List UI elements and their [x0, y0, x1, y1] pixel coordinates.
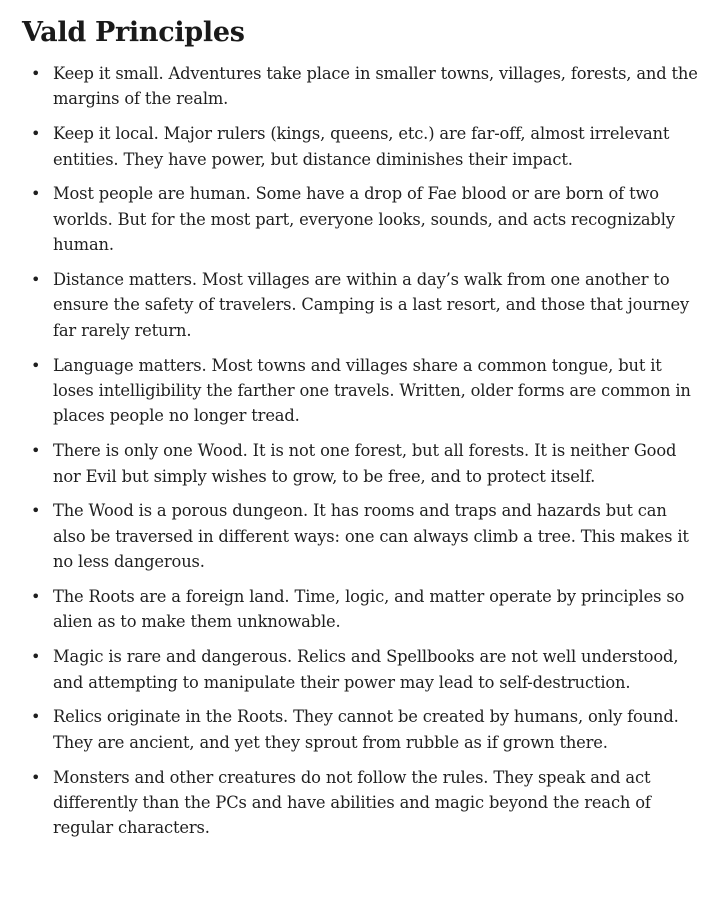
list-item [22, 584, 702, 635]
bullet-icon: • [31, 64, 41, 83]
list-item [22, 61, 702, 112]
principle-text: The Roots are a foreign land. Time, logic, and matter operate by principles so alien as to make them unknowable. [53, 587, 685, 632]
list-item [22, 267, 702, 343]
bullet-icon: • [31, 767, 41, 787]
principle-text: Keep it local. Major rulers (kings, queens, etc.) are far-off, almost irrelevant entities. They have power, but distance diminishes their impact. [53, 124, 670, 169]
principle-text: The Wood is a porous dungeon. It has rooms and traps and hazards but can also be traversed in different ways: one can always climb a tree. This makes it no less dangerous. [53, 501, 689, 572]
bullet-icon: • [31, 587, 41, 607]
principle-text: Relics originate in the Roots. They cannot be created by humans, only found. They are ancient, and yet they sprout from rubble as if grown there. [53, 707, 679, 752]
principle-text: Most people are human. Some have a drop of Fae blood or are born of two worlds. But for the most part, everyone looks, sounds, and acts recognizably human. [53, 184, 675, 255]
bullet-icon: • [31, 501, 41, 521]
list-item [22, 765, 702, 841]
principles-list [22, 61, 702, 850]
list-item [22, 704, 702, 755]
principle-text: There is only one Wood. It is not one forest, but all forests. It is neither Good nor Evil but simply wishes to grow, to be free, and to protect itself. [53, 441, 677, 486]
list-item [22, 181, 702, 257]
bullet-icon: • [31, 355, 41, 375]
list-item [22, 438, 702, 489]
principle-text: Magic is rare and dangerous. Relics and Spellbooks are not well understood, and attempting to manipulate their power may lead to self-destruction. [53, 647, 679, 692]
principle-text: Language matters. Most towns and villages share a common tongue, but it loses intelligibility the farther one travels. Written, older forms are common in places people no longer tread. [53, 355, 691, 426]
list-item [22, 121, 702, 172]
bullet-icon: • [31, 441, 41, 461]
list-item [22, 353, 702, 429]
bullet-icon: • [31, 707, 41, 727]
principle-text: Distance matters. Most villages are within a day’s walk from one another to ensure the safety of travelers. Camping is a last resort, and those that journey far rarely return. [53, 270, 690, 340]
principle-text: Keep it small. Adventures take place in smaller towns, villages, forests, and the margins of the realm. [53, 64, 698, 109]
bullet-icon: • [31, 647, 41, 667]
list-item [22, 644, 702, 695]
bullet-icon: • [31, 124, 41, 144]
page-title: Vald Principles [22, 17, 245, 48]
bullet-icon: • [31, 184, 41, 204]
list-item [22, 498, 702, 574]
bullet-icon: • [31, 270, 41, 290]
principle-text: Monsters and other creatures do not follow the rules. They speak and act differently than the PCs and have abilities and magic beyond the reach of regular characters. [53, 767, 651, 838]
